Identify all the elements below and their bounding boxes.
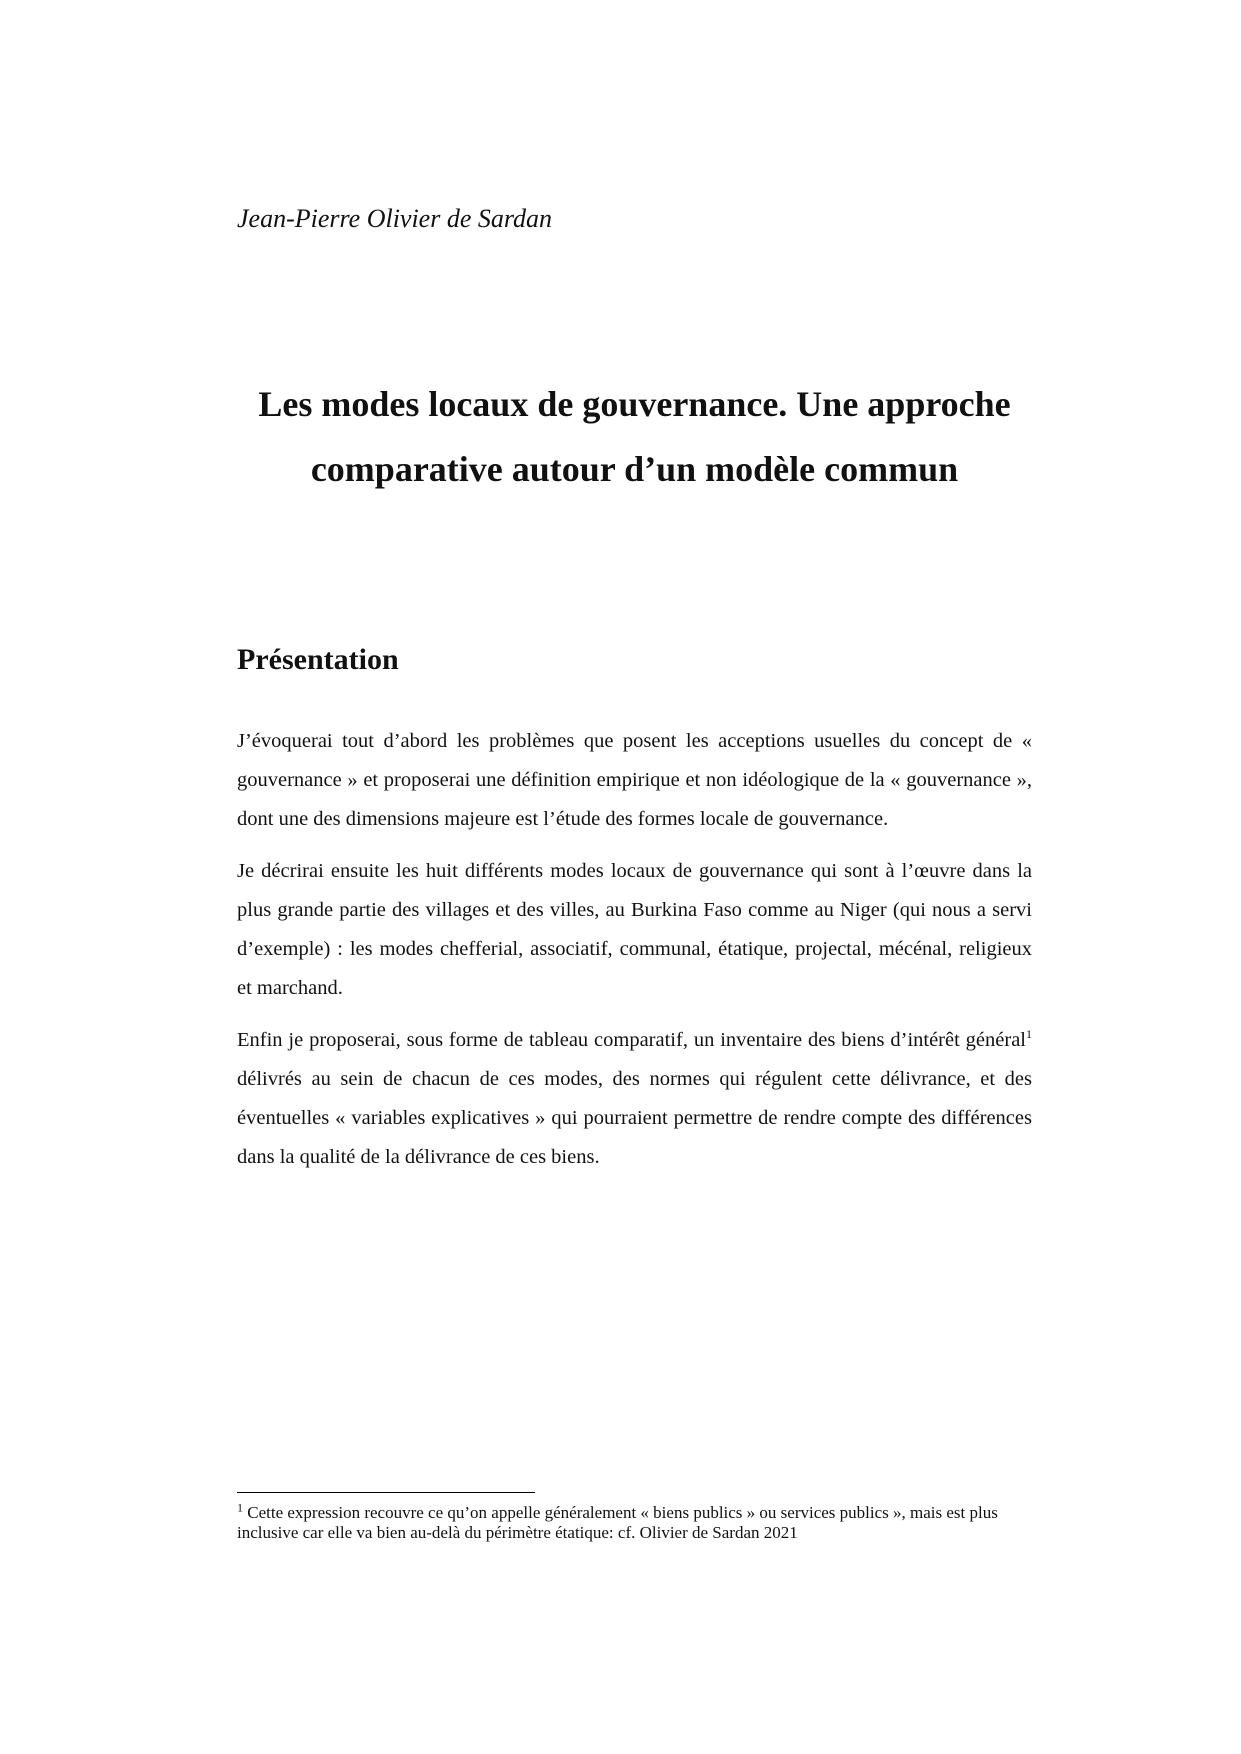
- footnote: [237, 1500, 1032, 1543]
- footnote-separator: [237, 1492, 535, 1493]
- author-name: Jean-Pierre Olivier de Sardan: [237, 204, 553, 233]
- footnote-text: Cette expression recouvre ce qu’on appelle généralement « biens publics » ou services publics », mais est plus inclusive car elle va bien au-delà du périmètre étatique: cf. Olivier de Sardan 2021: [237, 1503, 998, 1542]
- paragraph-text: Enfin je proposerai, sous forme de tableau comparatif, un inventaire des biens d’intérêt général: [237, 1029, 1026, 1051]
- body-text: [237, 722, 1032, 1190]
- paragraph: Je décrirai ensuite les huit différents modes locaux de gouvernance qui sont à l’œuvre dans la plus grande partie des villages et des villes, au Burkina Faso comme au Niger (qui nous a servi d’exemple) : les modes chefferial, associatif, communal, étatique, projectal, mécénal, religieux et marchand.: [237, 860, 1032, 999]
- footnote-reference[interactable]: 1: [1026, 1027, 1032, 1042]
- section-heading: Présentation: [237, 643, 399, 676]
- document-title: Les modes locaux de gouvernance. Une approche comparative autour d’un modèle commun: [258, 384, 1011, 489]
- paragraph: [237, 1021, 1032, 1177]
- footnote-number: 1: [237, 1500, 243, 1515]
- paragraph-text: délivrés au sein de chacun de ces modes, des normes qui régulent cette délivrance, et des éventuelles « variables explicatives » qui pourraient permettre de rendre compte des différences dans la qualité de la délivrance de ces biens.: [237, 1068, 1032, 1168]
- paragraph: J’évoquerai tout d’abord les problèmes que posent les acceptions usuelles du concept de « gouvernance » et proposerai une définition empirique et non idéologique de la « gouvernance », dont une des dimensions majeure est l’étude des formes locale de gouvernance.: [237, 730, 1032, 830]
